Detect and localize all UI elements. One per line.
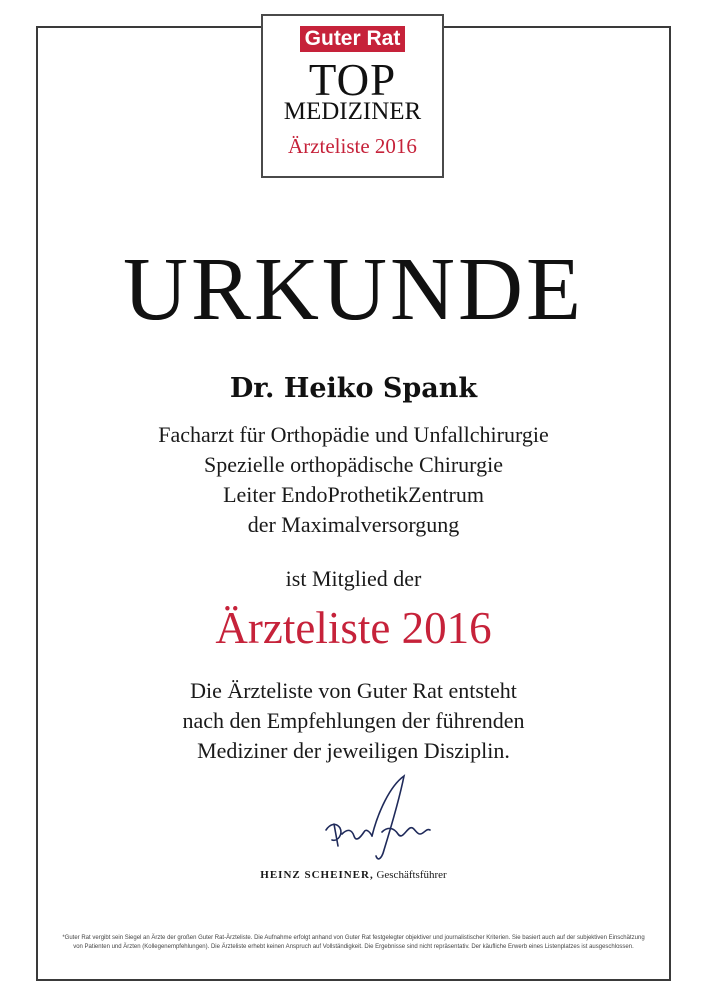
footnote-line: von Patienten und Ärzten (Kollegenempfehlungen). Die Ärzteliste erhebt keinen Anspruch auf Vollständigkeit. Die Ergebnisse sind nicht repräsentativ. Der käufliche Erwerb eines Listenplatzes ist ausgeschlossen. <box>73 944 634 950</box>
seal-top-text: TOP <box>308 55 397 105</box>
role-line: Leiter EndoProthetikZentrum <box>223 482 484 507</box>
signer-name: HEINZ SCHEINER, <box>260 869 374 881</box>
seal-sub-text: MEDIZINER <box>283 98 422 125</box>
description-line: Die Ärzteliste von Guter Rat entsteht <box>190 678 517 703</box>
member-text: ist Mitglied der <box>285 566 422 591</box>
certificate-title: URKUNDE <box>123 240 584 339</box>
description-line: Mediziner der jeweiligen Disziplin. <box>197 738 510 763</box>
handwritten-signature <box>320 772 440 867</box>
seal-brand-logo: Guter Rat <box>300 26 406 52</box>
footnote-line: *Guter Rat vergibt sein Siegel an Ärzte der großen Guter Rat-Ärzteliste. Die Aufnahme erfolgt anhand von Guter Rat festgelegter objektiver und journalistischer Kriterien. Sie basiert auch auf der subjektiven Einschätzung <box>62 935 645 941</box>
footnote <box>60 934 647 952</box>
recipient-roles <box>0 420 707 540</box>
role-line: Facharzt für Orthopädie und Unfallchirurgie <box>158 422 549 447</box>
description-line: nach den Empfehlungen der führenden <box>182 708 525 733</box>
signer-line <box>0 869 707 881</box>
role-line: Spezielle orthopädische Chirurgie <box>204 452 503 477</box>
description <box>0 676 707 766</box>
recipient-name: Dr. Heiko Spank <box>229 373 478 404</box>
top-mediziner-seal <box>261 14 444 178</box>
role-line: der Maximalversorgung <box>247 512 460 537</box>
signer-role: Geschäftsführer <box>376 869 447 881</box>
list-title: Ärzteliste 2016 <box>215 603 492 653</box>
seal-list-text: Ärzteliste 2016 <box>288 134 417 158</box>
